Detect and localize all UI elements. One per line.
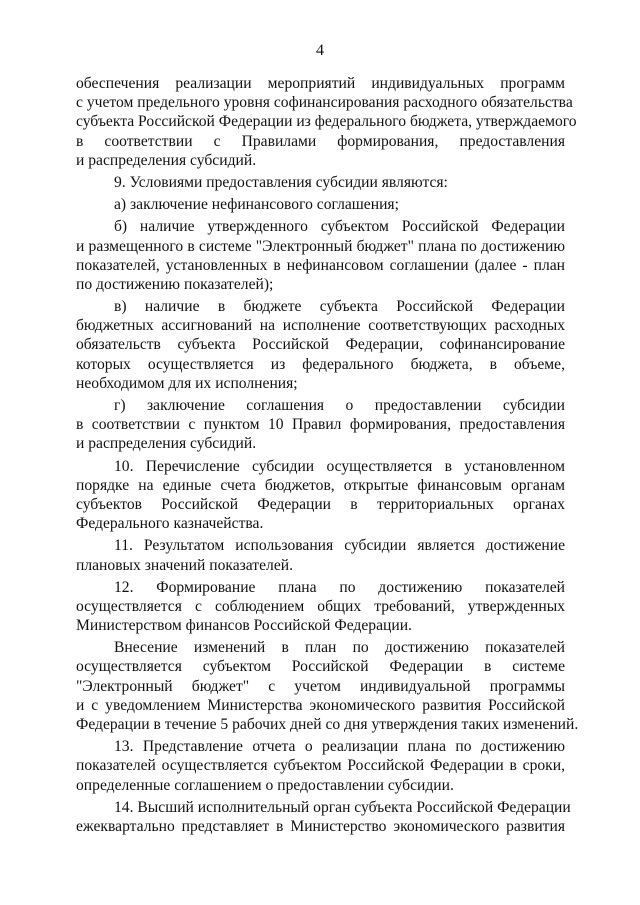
text-line: ежеквартально представляет в Министерство экономического развития: [76, 817, 565, 835]
text-line: "Электронный бюджет" с учетом индивидуальной программы: [76, 677, 565, 695]
text-line: порядке на единые счета бюджетов, открытые финансовым органам: [76, 476, 565, 494]
text-line: и распределения субсидий.: [76, 151, 257, 169]
text-line: необходимом для их исполнения;: [76, 374, 298, 392]
text-line: 9. Условиями предоставления субсидии являются:: [114, 173, 448, 191]
text-line: 13. Представление отчета о реализации плана по достижению: [114, 738, 565, 756]
text-line: плановых значений показателей.: [76, 556, 293, 574]
text-line: Внесение изменений в план по достижению показателей: [114, 639, 565, 657]
text-line: 14. Высший исполнительный орган субъекта Российской Федерации: [114, 798, 571, 816]
text-line: определенные соглашением о предоставлении субсидии.: [76, 776, 454, 794]
text-line: обязательств субъекта Российской Федерации, софинансирование: [76, 336, 565, 354]
text-line: в соответствии с пунктом 10 Правил формирования, предоставления: [76, 416, 565, 434]
document-body: [76, 74, 579, 836]
text-line: и размещенного в системе "Электронный бюджет" плана по достижению: [76, 237, 565, 255]
text-line: б) наличие утвержденного субъектом Российской Федерации: [114, 218, 565, 236]
text-line: в) наличие в бюджете субъекта Российской Федерации: [114, 298, 565, 316]
text-line: Федерации в течение 5 рабочих дней со дня утверждения таких изменений.: [76, 716, 579, 733]
text-line: и распределения субсидий.: [76, 435, 257, 453]
text-line: по достижению показателей);: [76, 275, 274, 293]
text-line: г) заключение соглашения о предоставлении субсидии: [114, 397, 565, 414]
text-line: в соответствии с Правилами формирования, предоставления: [76, 132, 565, 150]
text-line: осуществляется с соблюдением общих требований, утвержденных: [76, 597, 565, 615]
text-line: с учетом предельного уровня софинансирования расходного обязательства: [76, 94, 573, 112]
text-line: субъектов Российской Федерации в территориальных органах: [76, 495, 565, 513]
text-line: бюджетных ассигнований на исполнение соответствующих расходных: [76, 317, 565, 335]
text-line: субъекта Российской Федерации из федерального бюджета, утверждаемого: [76, 113, 577, 131]
text-line: показателей осуществляется субъектом Российской Федерации в сроки,: [76, 757, 565, 775]
page-number: 4: [316, 42, 324, 59]
text-line: осуществляется субъектом Российской Федерации в системе: [76, 658, 565, 676]
text-line: 10. Перечисление субсидии осуществляется в установленном: [114, 457, 565, 475]
text-line: 11. Результатом использования субсидии является достижение: [114, 537, 565, 555]
text-line: и с уведомлением Министерства экономического развития Российской: [76, 696, 565, 714]
text-line: которых осуществляется из федерального бюджета, в объеме,: [76, 355, 565, 373]
text-line: а) заключение нефинансового соглашения;: [114, 196, 399, 214]
text-line: Федерального казначейства.: [76, 515, 264, 533]
text-line: обеспечения реализации мероприятий индивидуальных программ: [76, 75, 565, 92]
text-line: Министерством финансов Российской Федерации.: [76, 617, 412, 635]
text-line: 12. Формирование плана по достижению показателей: [114, 578, 565, 596]
text-line: показателей, установленных в нефинансовом соглашении (далее - план: [76, 256, 565, 274]
